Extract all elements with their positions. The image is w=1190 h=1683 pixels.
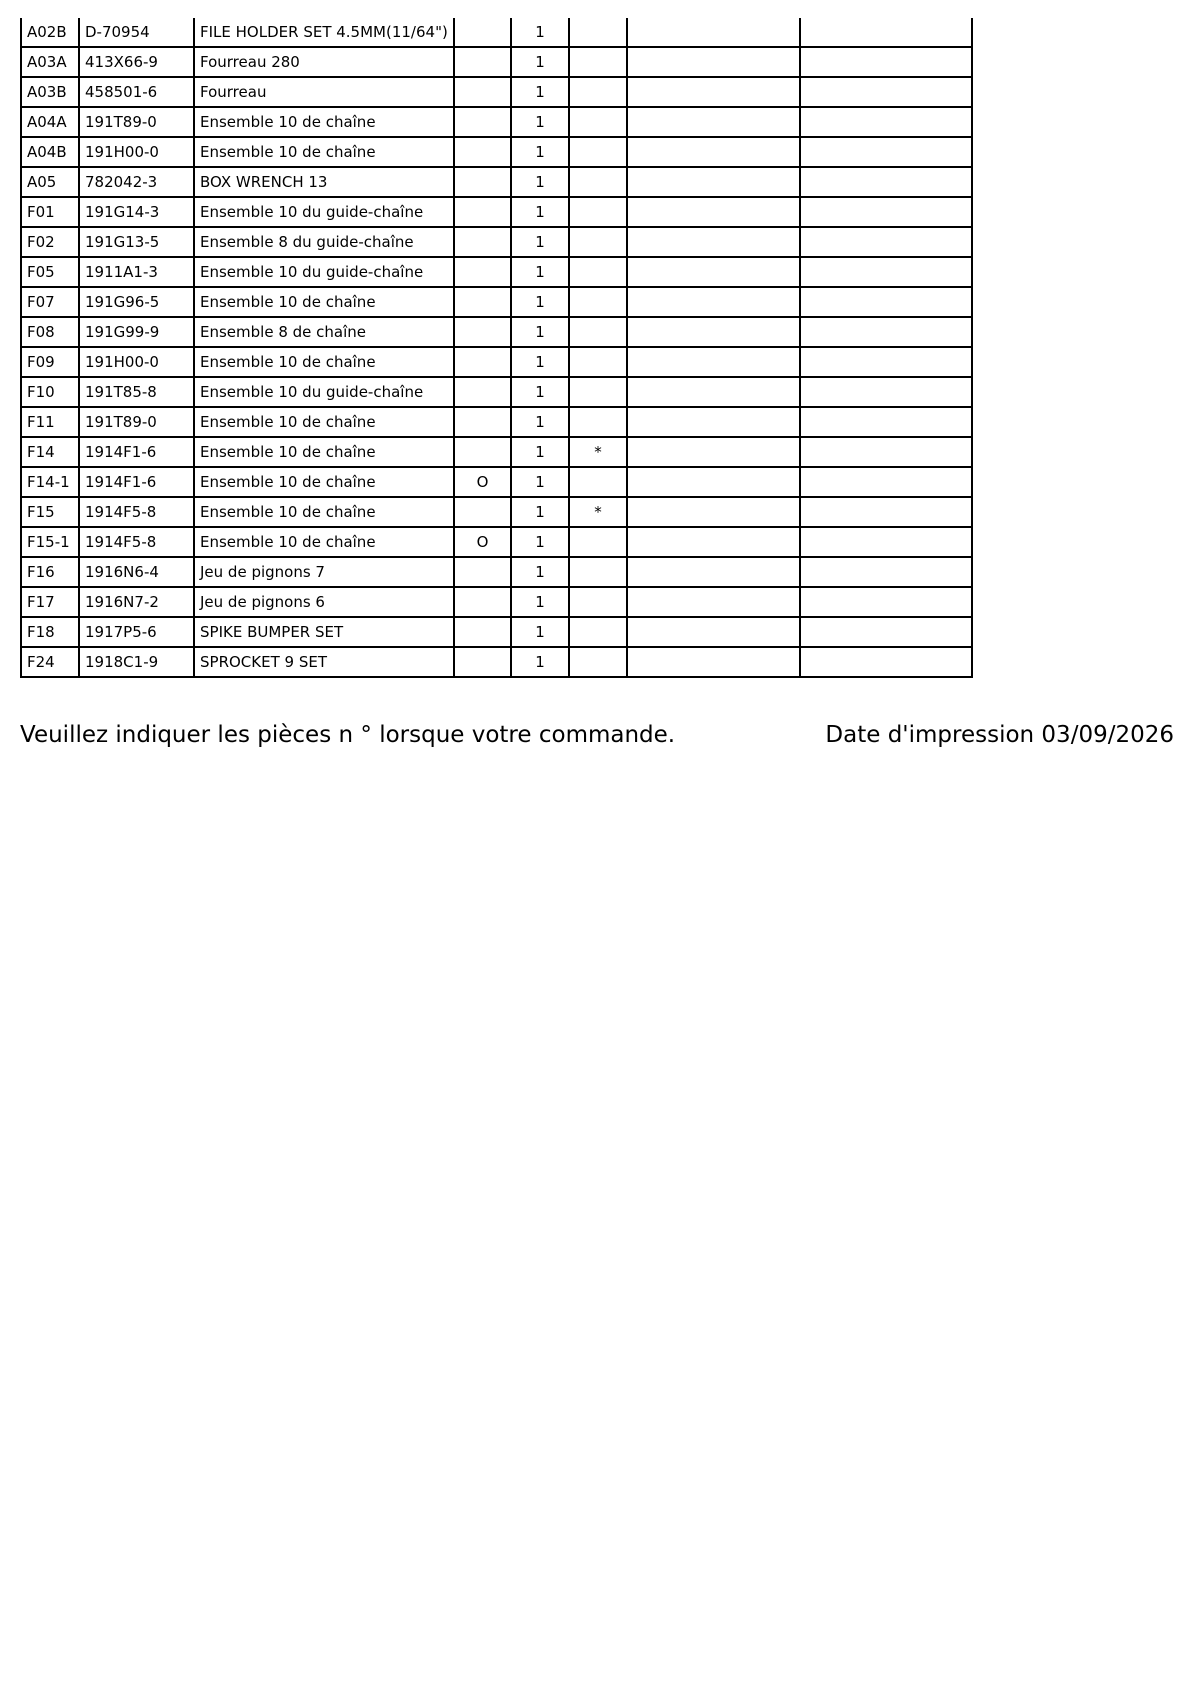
ref-cell: F08 bbox=[21, 317, 79, 347]
part-number-cell: 1916N6-4 bbox=[79, 557, 194, 587]
description-cell: Jeu de pignons 7 bbox=[194, 557, 454, 587]
table-row bbox=[21, 617, 972, 647]
part-number-cell: 191H00-0 bbox=[79, 347, 194, 377]
description-cell: Ensemble 10 de chaîne bbox=[194, 497, 454, 527]
quantity-cell: 1 bbox=[511, 107, 569, 137]
quantity-cell: 1 bbox=[511, 347, 569, 377]
ref-cell: A05 bbox=[21, 167, 79, 197]
option-cell bbox=[454, 167, 511, 197]
option-cell bbox=[454, 137, 511, 167]
blank-cell bbox=[800, 317, 972, 347]
blank-cell bbox=[627, 107, 800, 137]
blank-cell bbox=[627, 287, 800, 317]
description-cell: Ensemble 10 de chaîne bbox=[194, 347, 454, 377]
ref-cell: F07 bbox=[21, 287, 79, 317]
blank-cell bbox=[627, 497, 800, 527]
part-number-cell: 191G14-3 bbox=[79, 197, 194, 227]
note-cell bbox=[569, 77, 627, 107]
note-cell bbox=[569, 557, 627, 587]
note-cell bbox=[569, 167, 627, 197]
blank-cell bbox=[627, 527, 800, 557]
ref-cell: A04B bbox=[21, 137, 79, 167]
part-number-cell: 1918C1-9 bbox=[79, 647, 194, 677]
note-cell bbox=[569, 347, 627, 377]
ref-cell: F15 bbox=[21, 497, 79, 527]
blank-cell bbox=[800, 107, 972, 137]
description-cell: Ensemble 10 de chaîne bbox=[194, 437, 454, 467]
blank-cell bbox=[800, 167, 972, 197]
option-cell: O bbox=[454, 467, 511, 497]
table-row bbox=[21, 437, 972, 467]
quantity-cell: 1 bbox=[511, 377, 569, 407]
description-cell: Ensemble 8 du guide-chaîne bbox=[194, 227, 454, 257]
ref-cell: F14 bbox=[21, 437, 79, 467]
table-row bbox=[21, 527, 972, 557]
blank-cell bbox=[800, 377, 972, 407]
ref-cell: F11 bbox=[21, 407, 79, 437]
quantity-cell: 1 bbox=[511, 527, 569, 557]
blank-cell bbox=[627, 197, 800, 227]
table-row bbox=[21, 647, 972, 677]
note-cell bbox=[569, 467, 627, 497]
table-row bbox=[21, 107, 972, 137]
option-cell bbox=[454, 18, 511, 47]
option-cell bbox=[454, 557, 511, 587]
quantity-cell: 1 bbox=[511, 137, 569, 167]
blank-cell bbox=[627, 137, 800, 167]
description-cell: Ensemble 10 du guide-chaîne bbox=[194, 257, 454, 287]
quantity-cell: 1 bbox=[511, 257, 569, 287]
part-number-cell: 1911A1-3 bbox=[79, 257, 194, 287]
note-cell bbox=[569, 527, 627, 557]
ref-cell: F10 bbox=[21, 377, 79, 407]
description-cell: Fourreau 280 bbox=[194, 47, 454, 77]
quantity-cell: 1 bbox=[511, 587, 569, 617]
blank-cell bbox=[627, 557, 800, 587]
note-cell bbox=[569, 47, 627, 77]
table-row bbox=[21, 18, 972, 47]
option-cell bbox=[454, 647, 511, 677]
blank-cell bbox=[800, 587, 972, 617]
note-cell: * bbox=[569, 497, 627, 527]
ref-cell: F02 bbox=[21, 227, 79, 257]
order-instruction-note: Veuillez indiquer les pièces n ° lorsque votre commande. bbox=[20, 722, 676, 748]
blank-cell bbox=[627, 167, 800, 197]
ref-cell: F05 bbox=[21, 257, 79, 287]
blank-cell bbox=[800, 527, 972, 557]
part-number-cell: 1914F1-6 bbox=[79, 437, 194, 467]
blank-cell bbox=[627, 227, 800, 257]
option-cell bbox=[454, 257, 511, 287]
option-cell bbox=[454, 497, 511, 527]
ref-cell: A02B bbox=[21, 18, 79, 47]
part-number-cell: 191T89-0 bbox=[79, 107, 194, 137]
blank-cell bbox=[800, 47, 972, 77]
blank-cell bbox=[800, 77, 972, 107]
blank-cell bbox=[800, 617, 972, 647]
part-number-cell: 191H00-0 bbox=[79, 137, 194, 167]
option-cell bbox=[454, 107, 511, 137]
option-cell bbox=[454, 377, 511, 407]
blank-cell bbox=[627, 377, 800, 407]
option-cell bbox=[454, 227, 511, 257]
table-row bbox=[21, 377, 972, 407]
part-number-cell: 191T89-0 bbox=[79, 407, 194, 437]
blank-cell bbox=[627, 317, 800, 347]
blank-cell bbox=[800, 197, 972, 227]
part-number-cell: 191G96-5 bbox=[79, 287, 194, 317]
blank-cell bbox=[800, 347, 972, 377]
description-cell: FILE HOLDER SET 4.5MM(11/64") bbox=[194, 18, 454, 47]
description-cell: Ensemble 8 de chaîne bbox=[194, 317, 454, 347]
quantity-cell: 1 bbox=[511, 317, 569, 347]
part-number-cell: 1917P5-6 bbox=[79, 617, 194, 647]
blank-cell bbox=[800, 407, 972, 437]
option-cell bbox=[454, 437, 511, 467]
note-cell bbox=[569, 407, 627, 437]
table-row bbox=[21, 47, 972, 77]
table-row bbox=[21, 257, 972, 287]
note-cell bbox=[569, 227, 627, 257]
part-number-cell: 191T85-8 bbox=[79, 377, 194, 407]
note-cell bbox=[569, 587, 627, 617]
table-row bbox=[21, 317, 972, 347]
table-row bbox=[21, 167, 972, 197]
ref-cell: F14-1 bbox=[21, 467, 79, 497]
note-cell bbox=[569, 197, 627, 227]
blank-cell bbox=[627, 617, 800, 647]
note-cell bbox=[569, 317, 627, 347]
table-row bbox=[21, 77, 972, 107]
description-cell: BOX WRENCH 13 bbox=[194, 167, 454, 197]
description-cell: Ensemble 10 de chaîne bbox=[194, 107, 454, 137]
option-cell: O bbox=[454, 527, 511, 557]
part-number-cell: 191G99-9 bbox=[79, 317, 194, 347]
ref-cell: A03B bbox=[21, 77, 79, 107]
note-cell bbox=[569, 137, 627, 167]
quantity-cell: 1 bbox=[511, 167, 569, 197]
description-cell: Fourreau bbox=[194, 77, 454, 107]
note-cell: * bbox=[569, 437, 627, 467]
table-row bbox=[21, 287, 972, 317]
note-cell bbox=[569, 287, 627, 317]
note-cell bbox=[569, 647, 627, 677]
quantity-cell: 1 bbox=[511, 407, 569, 437]
blank-cell bbox=[627, 257, 800, 287]
blank-cell bbox=[627, 47, 800, 77]
part-number-cell: 782042-3 bbox=[79, 167, 194, 197]
quantity-cell: 1 bbox=[511, 617, 569, 647]
blank-cell bbox=[627, 77, 800, 107]
description-cell: Ensemble 10 de chaîne bbox=[194, 287, 454, 317]
part-number-cell: 458501-6 bbox=[79, 77, 194, 107]
blank-cell bbox=[627, 347, 800, 377]
ref-cell: F09 bbox=[21, 347, 79, 377]
part-number-cell: 1914F1-6 bbox=[79, 467, 194, 497]
parts-table-body bbox=[21, 18, 972, 677]
blank-cell bbox=[800, 257, 972, 287]
parts-table bbox=[20, 18, 973, 678]
table-row bbox=[21, 197, 972, 227]
part-number-cell: 1916N7-2 bbox=[79, 587, 194, 617]
blank-cell bbox=[800, 467, 972, 497]
quantity-cell: 1 bbox=[511, 497, 569, 527]
note-cell bbox=[569, 18, 627, 47]
blank-cell bbox=[800, 287, 972, 317]
ref-cell: A04A bbox=[21, 107, 79, 137]
description-cell: Jeu de pignons 6 bbox=[194, 587, 454, 617]
blank-cell bbox=[627, 647, 800, 677]
note-cell bbox=[569, 257, 627, 287]
print-date: Date d'impression 03/09/2026 bbox=[825, 722, 1174, 748]
blank-cell bbox=[800, 18, 972, 47]
option-cell bbox=[454, 347, 511, 377]
ref-cell: F24 bbox=[21, 647, 79, 677]
quantity-cell: 1 bbox=[511, 557, 569, 587]
blank-cell bbox=[627, 467, 800, 497]
quantity-cell: 1 bbox=[511, 647, 569, 677]
ref-cell: F18 bbox=[21, 617, 79, 647]
blank-cell bbox=[627, 407, 800, 437]
option-cell bbox=[454, 287, 511, 317]
blank-cell bbox=[627, 18, 800, 47]
table-row bbox=[21, 227, 972, 257]
description-cell: SPIKE BUMPER SET bbox=[194, 617, 454, 647]
table-row bbox=[21, 557, 972, 587]
option-cell bbox=[454, 197, 511, 227]
description-cell: Ensemble 10 du guide-chaîne bbox=[194, 377, 454, 407]
ref-cell: F15-1 bbox=[21, 527, 79, 557]
quantity-cell: 1 bbox=[511, 467, 569, 497]
ref-cell: A03A bbox=[21, 47, 79, 77]
part-number-cell: 1914F5-8 bbox=[79, 497, 194, 527]
blank-cell bbox=[800, 227, 972, 257]
quantity-cell: 1 bbox=[511, 287, 569, 317]
table-row bbox=[21, 587, 972, 617]
ref-cell: F16 bbox=[21, 557, 79, 587]
table-row bbox=[21, 497, 972, 527]
description-cell: Ensemble 10 de chaîne bbox=[194, 467, 454, 497]
description-cell: SPROCKET 9 SET bbox=[194, 647, 454, 677]
description-cell: Ensemble 10 de chaîne bbox=[194, 527, 454, 557]
note-cell bbox=[569, 107, 627, 137]
option-cell bbox=[454, 617, 511, 647]
quantity-cell: 1 bbox=[511, 197, 569, 227]
option-cell bbox=[454, 407, 511, 437]
note-cell bbox=[569, 377, 627, 407]
option-cell bbox=[454, 587, 511, 617]
description-cell: Ensemble 10 du guide-chaîne bbox=[194, 197, 454, 227]
ref-cell: F17 bbox=[21, 587, 79, 617]
quantity-cell: 1 bbox=[511, 437, 569, 467]
blank-cell bbox=[800, 497, 972, 527]
description-cell: Ensemble 10 de chaîne bbox=[194, 137, 454, 167]
part-number-cell: D-70954 bbox=[79, 18, 194, 47]
ref-cell: F01 bbox=[21, 197, 79, 227]
table-row bbox=[21, 137, 972, 167]
table-row bbox=[21, 407, 972, 437]
option-cell bbox=[454, 77, 511, 107]
quantity-cell: 1 bbox=[511, 77, 569, 107]
quantity-cell: 1 bbox=[511, 18, 569, 47]
part-number-cell: 191G13-5 bbox=[79, 227, 194, 257]
option-cell bbox=[454, 317, 511, 347]
blank-cell bbox=[800, 437, 972, 467]
table-row bbox=[21, 347, 972, 377]
blank-cell bbox=[800, 137, 972, 167]
part-number-cell: 413X66-9 bbox=[79, 47, 194, 77]
quantity-cell: 1 bbox=[511, 227, 569, 257]
part-number-cell: 1914F5-8 bbox=[79, 527, 194, 557]
option-cell bbox=[454, 47, 511, 77]
quantity-cell: 1 bbox=[511, 47, 569, 77]
blank-cell bbox=[627, 587, 800, 617]
blank-cell bbox=[800, 647, 972, 677]
description-cell: Ensemble 10 de chaîne bbox=[194, 407, 454, 437]
note-cell bbox=[569, 617, 627, 647]
table-row bbox=[21, 467, 972, 497]
blank-cell bbox=[627, 437, 800, 467]
blank-cell bbox=[800, 557, 972, 587]
